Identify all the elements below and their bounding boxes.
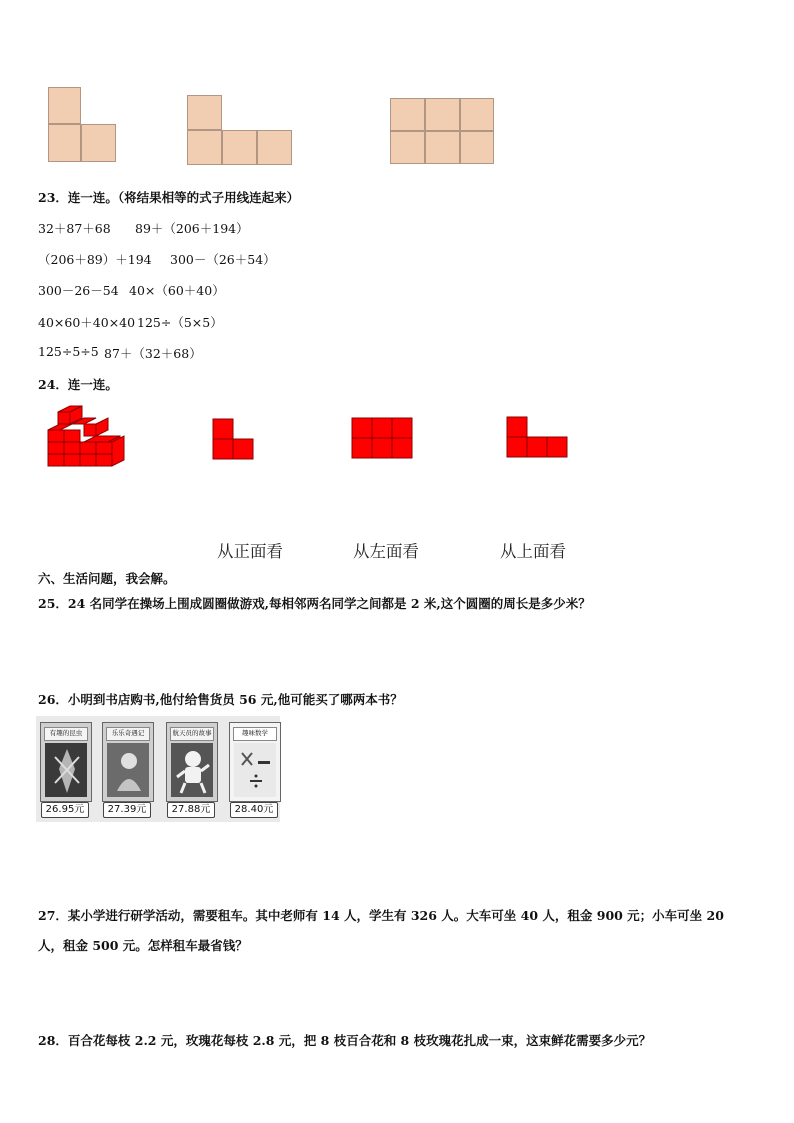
q27-line1: 27．某小学进行研学活动，需要租车。其中老师有 14 人，学生有 326 人。大车可坐 40 人，租金 900 元；小车可坐 20 xyxy=(38,908,724,923)
q23-heading: 23．连一连。（将结果相等的式子用线连起来） xyxy=(38,190,300,205)
book-cover-math xyxy=(229,722,281,802)
section6-heading: 六、生活问题，我会解。 xyxy=(38,571,176,586)
q23-right-5: 87＋（32＋68） xyxy=(104,346,202,361)
cube-solid-3d xyxy=(44,405,126,467)
price-tag: 28.40元 xyxy=(230,802,278,818)
q24-heading: 24．连一连。 xyxy=(38,377,118,392)
q23-right-3: 40×（60＋40） xyxy=(129,283,225,298)
q26-text: 26．小明到书店购书,他付给售货员 56 元,他可能买了哪两本书？ xyxy=(38,692,403,707)
math-symbols-illustration xyxy=(234,743,276,797)
book-title: 有趣的昆虫 xyxy=(44,727,88,741)
price-tag: 26.95元 xyxy=(41,802,89,818)
q23-left-5: 125÷5÷5 xyxy=(38,344,99,359)
q23-right-2: 300－（26＋54） xyxy=(170,252,276,267)
view-shape-l xyxy=(212,418,256,460)
q23-left-3: 300－26－54 xyxy=(38,283,119,298)
q25-text: 25．24 名同学在操场上围成圆圈做游戏,每相邻两名同学之间都是 2 米,这个圆圈的周长是多少米？ xyxy=(38,596,591,611)
book-cover-adventure xyxy=(102,722,154,802)
q23-right-1: 89＋（206＋194） xyxy=(135,221,249,236)
price-tag: 27.88元 xyxy=(167,802,215,818)
character-illustration xyxy=(107,743,149,797)
q23-left-4: 40×60＋40×40 xyxy=(38,315,136,330)
book-cover-insects xyxy=(40,722,92,802)
q23-left-1: 32＋87＋68 xyxy=(38,221,111,236)
astronaut-illustration xyxy=(171,743,213,797)
insect-illustration xyxy=(45,743,87,797)
q23-right-4: 125÷（5×5） xyxy=(137,315,223,330)
view-shape-rectangle xyxy=(351,417,413,459)
q23-left-2: （206＋89）＋194 xyxy=(38,252,152,267)
view-label-top: 从上面看 xyxy=(500,542,566,561)
book-title: 趣味数学 xyxy=(233,727,277,741)
q28-text: 28．百合花每枝 2.2 元，玫瑰花每枝 2.8 元，把 8 枝百合花和 8 枝玫瑰花扎成一束，这束鲜花需要多少元？ xyxy=(38,1033,652,1048)
book-title: 乐乐奇遇记 xyxy=(106,727,150,741)
view-label-left: 从左面看 xyxy=(353,542,419,561)
book-cover-astronaut xyxy=(166,722,218,802)
q27-line2: 人，租金 500 元。怎样租车最省钱？ xyxy=(38,938,248,953)
price-tag: 27.39元 xyxy=(103,802,151,818)
view-shape-step xyxy=(506,416,568,460)
book-title: 航天员的故事 xyxy=(170,727,214,741)
view-label-front: 从正面看 xyxy=(217,542,283,561)
